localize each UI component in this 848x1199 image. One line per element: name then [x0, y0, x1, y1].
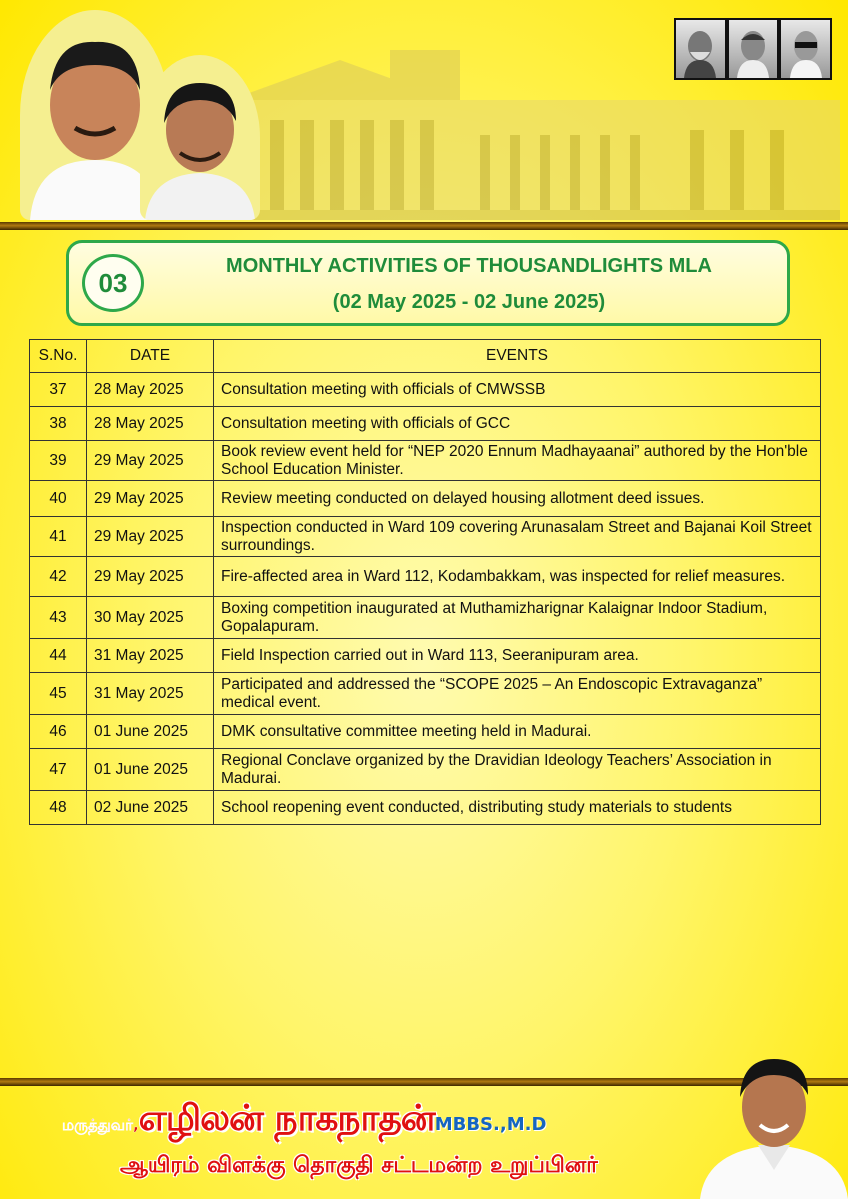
cell-sno: 43: [30, 597, 87, 639]
header-banner: [0, 0, 848, 222]
cell-sno: 40: [30, 481, 87, 517]
activities-table: [29, 339, 821, 825]
cell-sno: 47: [30, 749, 87, 791]
cell-sno: 45: [30, 673, 87, 715]
cell-sno: 41: [30, 517, 87, 557]
cell-event: Review meeting conducted on delayed housing allotment deed issues.: [214, 481, 821, 517]
mla-photo: [700, 1045, 848, 1199]
cell-sno: 42: [30, 557, 87, 597]
portrait-2-image: [729, 22, 777, 78]
table-row: [30, 441, 821, 481]
page-title: MONTHLY ACTIVITIES OF THOUSANDLIGHTS MLA: [226, 255, 712, 277]
mla-name-line: [62, 1098, 702, 1144]
cell-event: School reopening event conducted, distributing study materials to students: [214, 791, 821, 825]
cell-event: Boxing competition inaugurated at Muthamizharignar Kalaignar Indoor Stadium, Gopalapuram.: [214, 597, 821, 639]
cell-date: 01 June 2025: [87, 749, 214, 791]
table-row: [30, 749, 821, 791]
cell-date: 31 May 2025: [87, 673, 214, 715]
header-divider: [0, 222, 848, 230]
cell-date: 29 May 2025: [87, 441, 214, 481]
page-number-badge: 03: [82, 254, 144, 312]
mla-title-prefix: மருத்துவர்,: [62, 1116, 139, 1134]
cell-sno: 38: [30, 407, 87, 441]
header-sno: S.No.: [30, 340, 87, 373]
table-header-row: [30, 340, 821, 373]
cell-sno: 44: [30, 639, 87, 673]
cell-sno: 46: [30, 715, 87, 749]
table-row: [30, 639, 821, 673]
cell-date: 30 May 2025: [87, 597, 214, 639]
cell-event: Inspection conducted in Ward 109 covering Arunasalam Street and Bajanai Koil Street surroundings.: [214, 517, 821, 557]
header-events: EVENTS: [214, 340, 821, 373]
table-row: [30, 715, 821, 749]
cell-sno: 39: [30, 441, 87, 481]
page-period: (02 May 2025 - 02 June 2025): [332, 291, 606, 313]
cell-date: 28 May 2025: [87, 373, 214, 407]
table-row: [30, 557, 821, 597]
portrait-2: [729, 20, 778, 78]
mla-degree: MBBS.,M.D: [434, 1114, 547, 1135]
table-row: [30, 481, 821, 517]
table-row: [30, 791, 821, 825]
cell-event: Regional Conclave organized by the Dravidian Ideology Teachers’ Association in Madurai.: [214, 749, 821, 791]
title-box: [66, 240, 790, 326]
cell-event: DMK consultative committee meeting held in Madurai.: [214, 715, 821, 749]
cell-event: Fire-affected area in Ward 112, Kodambakkam, was inspected for relief measures.: [214, 557, 821, 597]
cell-date: 01 June 2025: [87, 715, 214, 749]
cell-event: Book review event held for “NEP 2020 Ennum Madhayaanai” authored by the Hon'ble School Education Minister.: [214, 441, 821, 481]
portrait-3: [781, 20, 830, 78]
mla-name: எழிலன் நாகநாதன்: [138, 1098, 435, 1139]
three-leaders-portraits: [674, 18, 832, 80]
cell-event: Consultation meeting with officials of GCC: [214, 407, 821, 441]
leader-photo-right: [140, 55, 260, 220]
cell-date: 31 May 2025: [87, 639, 214, 673]
portrait-3-image: [782, 22, 830, 78]
table-row: [30, 373, 821, 407]
header-date: DATE: [87, 340, 214, 373]
mla-designation: ஆயிரம் விளக்கு தொகுதி சட்டமன்ற உறுப்பினர்: [120, 1153, 598, 1178]
cell-event: Participated and addressed the “SCOPE 2025 – An Endoscopic Extravaganza” medical event.: [214, 673, 821, 715]
table-row: [30, 597, 821, 639]
cell-sno: 37: [30, 373, 87, 407]
cell-date: 28 May 2025: [87, 407, 214, 441]
cell-event: Field Inspection carried out in Ward 113, Seeranipuram area.: [214, 639, 821, 673]
portrait-1-image: [676, 22, 724, 78]
cell-date: 29 May 2025: [87, 517, 214, 557]
cell-date: 29 May 2025: [87, 557, 214, 597]
table-row: [30, 673, 821, 715]
cell-event: Consultation meeting with officials of CMWSSB: [214, 373, 821, 407]
cell-sno: 48: [30, 791, 87, 825]
portrait-1: [676, 20, 725, 78]
table-row: [30, 517, 821, 557]
cell-date: 02 June 2025: [87, 791, 214, 825]
table-row: [30, 407, 821, 441]
cell-date: 29 May 2025: [87, 481, 214, 517]
